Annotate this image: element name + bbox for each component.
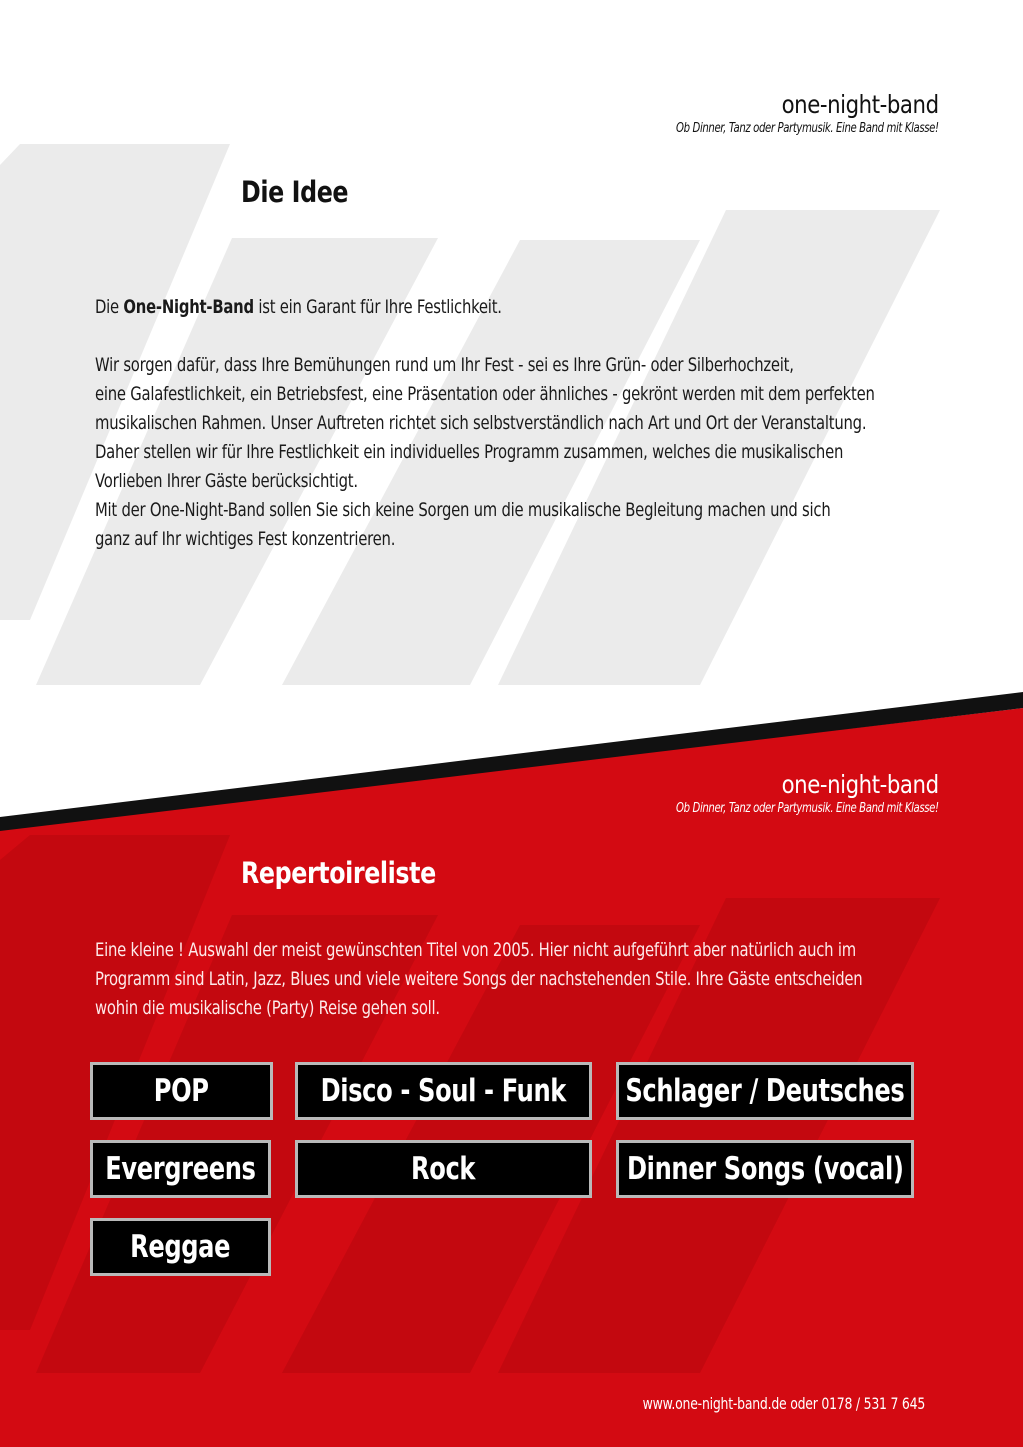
footer-contact: www.one-night-band.de oder 0178 / 531 7 645 (642, 1394, 925, 1413)
repertoire-line: Programm sind Latin, Jazz, Blues und viele weitere Songs der nachstehenden Stile. Ihre Gäste entscheiden (95, 968, 863, 990)
genre-button-evergreens[interactable]: Evergreens (90, 1140, 271, 1198)
brand-slogan: Ob Dinner, Tanz oder Partymusik. Eine Band mit Klasse! (676, 121, 939, 136)
band-name-bold: One-Night-Band (123, 296, 254, 318)
repertoire-line: Eine kleine ! Auswahl der meist gewünschten Titel von 2005. Hier nicht aufgeführt aber natürlich auch im (95, 939, 856, 961)
idee-line: eine Galafestlichkeit, ein Betriebsfest, eine Präsentation oder ähnliches - gekrönt werden mit dem perfekten (95, 383, 875, 405)
genre-button-disco-soul-funk[interactable]: Disco - Soul - Funk (295, 1062, 592, 1120)
brand-name: one-night-band (781, 770, 939, 799)
idee-text-block (95, 293, 906, 554)
genre-button-dinner-songs[interactable]: Dinner Songs (vocal) (616, 1140, 914, 1198)
idee-intro: Die One-Night-Band ist ein Garant für Ihre Festlichkeit. (95, 296, 502, 318)
idee-line: Wir sorgen dafür, dass Ihre Bemühungen rund um Ihr Fest - sei es Ihre Grün- oder Silberhochzeit, (95, 354, 794, 376)
section-title-repertoire: Repertoireliste (241, 856, 436, 890)
genre-button-schlager[interactable]: Schlager / Deutsches (616, 1062, 914, 1120)
repertoire-text-block (95, 936, 906, 1023)
header-brand-bottom (602, 770, 939, 816)
header-brand-top (602, 90, 939, 136)
repertoire-line: wohin die musikalische (Party) Reise gehen soll. (95, 997, 440, 1019)
brand-slogan: Ob Dinner, Tanz oder Partymusik. Eine Band mit Klasse! (676, 801, 939, 816)
genre-button-rock[interactable]: Rock (295, 1140, 592, 1198)
idee-line: Mit der One-Night-Band sollen Sie sich keine Sorgen um die musikalische Begleitung machen und sich (95, 499, 831, 521)
section-title-idee: Die Idee (241, 175, 349, 209)
idee-line: ganz auf Ihr wichtiges Fest konzentrieren. (95, 528, 396, 550)
idee-line: Daher stellen wir für Ihre Festlichkeit ein individuelles Programm zusammen, welches die musikalischen (95, 441, 844, 463)
idee-line: musikalischen Rahmen. Unser Auftreten richtet sich selbstverständlich nach Art und Ort der Veranstaltung. (95, 412, 867, 434)
genre-button-pop[interactable]: POP (90, 1062, 273, 1120)
idee-line: Vorlieben Ihrer Gäste berücksichtigt. (95, 470, 358, 492)
genre-button-reggae[interactable]: Reggae (90, 1218, 271, 1276)
brand-name: one-night-band (781, 90, 939, 119)
